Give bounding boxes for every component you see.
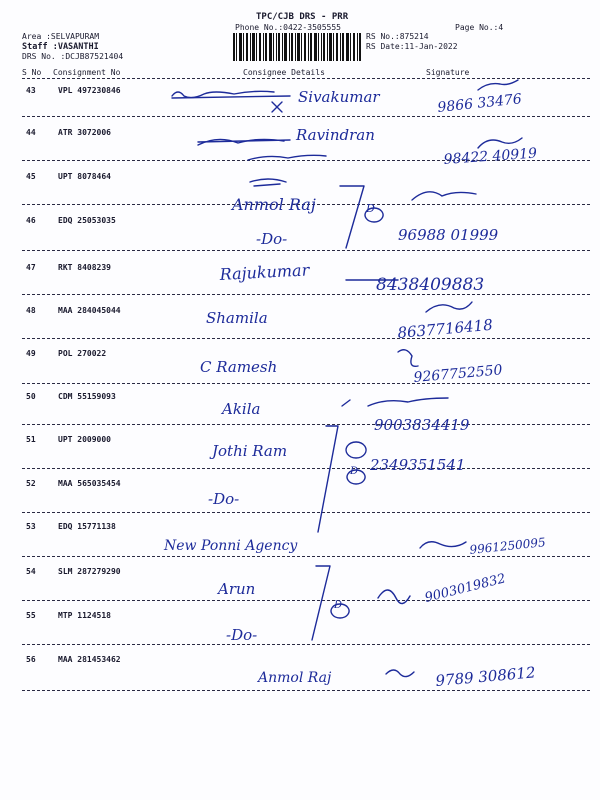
col-consignee-header: Consignee Details <box>243 68 325 77</box>
phone-handwriting: 96988 01999 <box>398 226 499 244</box>
row-consignment: MTP 1124518 <box>58 611 111 620</box>
row-consignment: VPL 497230846 <box>58 86 121 95</box>
d-mark: D <box>350 466 359 477</box>
row-sno: 43 <box>26 86 36 95</box>
ditto-handwriting: -Do- <box>226 626 258 644</box>
row-consignment: UPT 2009000 <box>58 435 111 444</box>
row-consignment: CDM 55159093 <box>58 392 116 401</box>
d-mark: D <box>334 600 343 611</box>
signature-scribble <box>368 398 448 406</box>
row-sno: 54 <box>26 567 36 576</box>
phone-handwriting: 9267752550 <box>412 362 504 386</box>
row-sno: 56 <box>26 655 36 664</box>
signature-scribble <box>478 80 518 90</box>
recipient-handwriting: C Ramesh <box>200 358 278 376</box>
staff-label: Staff :VASANTHI <box>22 42 99 52</box>
phone-handwriting: 9003019832 <box>423 571 508 606</box>
row-divider <box>22 600 590 601</box>
bracket-line <box>312 566 330 640</box>
circle-mark <box>346 442 366 458</box>
phone-handwriting: 9961250095 <box>468 535 547 557</box>
row-consignment: EDQ 25053035 <box>58 216 116 225</box>
recipient-handwriting: Sivakumar <box>298 88 380 106</box>
row-consignment: POL 270022 <box>58 349 107 358</box>
recipient-handwriting: Shamila <box>206 309 268 327</box>
bracket-line <box>340 186 364 248</box>
phone-handwriting: 2349351541 <box>370 456 466 474</box>
row-divider <box>22 512 590 513</box>
header-divider <box>22 78 590 79</box>
rs-number: RS No.:875214 <box>366 32 429 41</box>
phone-handwriting: 9789 308612 <box>434 663 537 690</box>
bracket-line <box>318 426 338 532</box>
ditto-handwriting: -Do- <box>256 230 288 248</box>
d-mark: D <box>366 202 375 215</box>
circle-mark <box>331 604 349 618</box>
struck-name-scribble <box>198 139 284 145</box>
signature-scribble <box>420 542 466 548</box>
arrow-mark <box>342 400 350 406</box>
row-divider <box>22 204 590 205</box>
row-sno: 53 <box>26 522 36 531</box>
signature-scribble <box>378 590 410 604</box>
row-sno: 49 <box>26 349 36 358</box>
row-sno: 50 <box>26 392 36 401</box>
signature-scribble <box>386 670 414 677</box>
row-consignment: UPT 8078464 <box>58 172 111 181</box>
recipient-handwriting: Rajukumar <box>219 260 310 284</box>
strike-through-mark <box>198 140 290 142</box>
circle-mark <box>347 470 365 484</box>
row-divider <box>22 383 590 384</box>
phone-handwriting: 8637716418 <box>396 315 494 342</box>
col-sno-header: S No <box>22 68 42 77</box>
row-consignment: ATR 3072006 <box>58 128 111 137</box>
recipient-handwriting: Anmol Raj <box>258 670 332 686</box>
strike-through-mark <box>172 96 290 98</box>
strike-through-mark <box>250 179 286 186</box>
col-consignment-header: Consignment No <box>53 68 121 77</box>
row-sno: 48 <box>26 306 36 315</box>
row-divider <box>22 556 590 557</box>
cross-mark <box>272 102 282 112</box>
signature-scribble <box>478 138 522 148</box>
recipient-handwriting: Anmol Raj <box>232 195 316 214</box>
recipient-handwriting: Ravindran <box>296 126 375 144</box>
recipient-handwriting: Jothi Ram <box>212 442 288 460</box>
phone-handwriting: 8438409883 <box>376 275 485 295</box>
page-number: Page No.:4 <box>455 23 504 32</box>
signature-scribble <box>412 192 476 200</box>
row-divider <box>22 250 590 251</box>
row-sno: 52 <box>26 479 36 488</box>
row-sno: 47 <box>26 263 36 272</box>
area-label: Area :SELVAPURAM <box>22 32 100 41</box>
phone-handwriting: 9003834419 <box>374 416 470 434</box>
row-sno: 55 <box>26 611 36 620</box>
row-divider <box>22 338 590 339</box>
signature-scribble <box>398 350 418 367</box>
row-divider <box>22 424 590 425</box>
phone-handwriting: 9866 33476 <box>436 91 523 116</box>
row-divider <box>22 644 590 645</box>
row-consignment: SLM 287279290 <box>58 567 121 576</box>
row-sno: 51 <box>26 435 36 444</box>
row-consignment: MAA 281453462 <box>58 655 121 664</box>
row-consignment: MAA 284045044 <box>58 306 121 315</box>
row-divider <box>22 690 590 691</box>
row-divider <box>22 294 590 295</box>
row-divider <box>22 468 590 469</box>
phone-handwriting: 98422 40919 <box>443 145 538 168</box>
row-sno: 45 <box>26 172 36 181</box>
row-consignment: RKT 8408239 <box>58 263 111 272</box>
recipient-handwriting: Arun <box>218 580 256 598</box>
signature-scribble <box>426 302 472 312</box>
row-divider <box>22 160 590 161</box>
page-title: TPC/CJB DRS - PRR <box>256 12 349 22</box>
ditto-handwriting: -Do- <box>208 490 240 508</box>
circle-mark <box>365 208 383 222</box>
rs-date: RS Date:11-Jan-2022 <box>366 42 458 51</box>
row-consignment: MAA 565035454 <box>58 479 121 488</box>
col-signature-header: Signature <box>426 68 470 77</box>
row-sno: 44 <box>26 128 36 137</box>
recipient-handwriting: New Ponni Agency <box>164 538 298 554</box>
drs-number: DRS No. :DCJB87521404 <box>22 52 124 61</box>
barcode-icon <box>233 33 361 61</box>
recipient-handwriting: Akila <box>222 400 261 418</box>
row-sno: 46 <box>26 216 36 225</box>
row-divider <box>22 116 590 117</box>
row-consignment: EDQ 15771138 <box>58 522 116 531</box>
struck-name-scribble <box>172 91 274 97</box>
phone-number: Phone No.:0422-3505555 <box>235 23 341 32</box>
